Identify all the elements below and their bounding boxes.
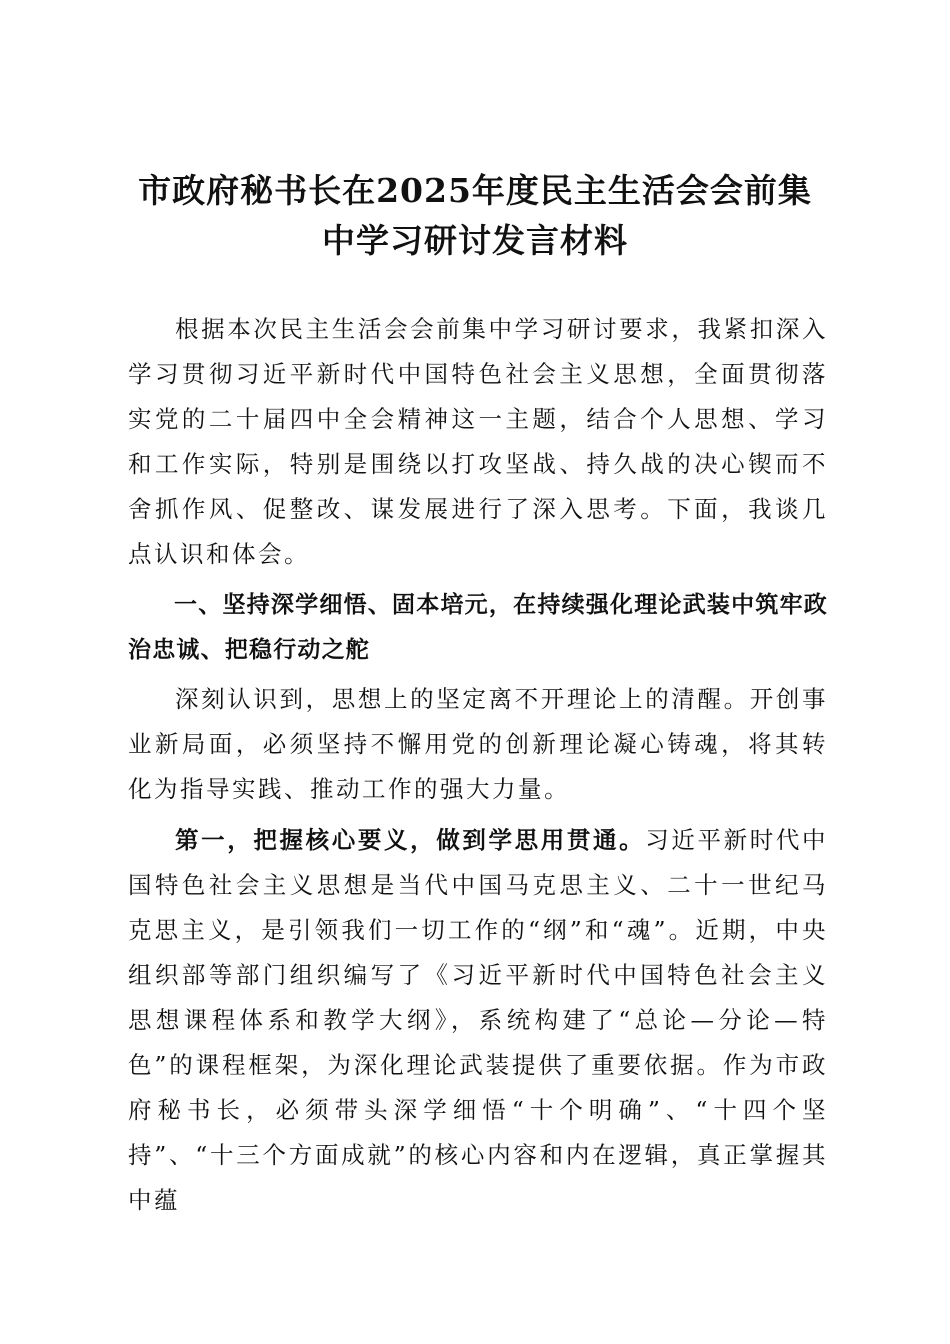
title-line-2: 中学习研讨发言材料: [322, 221, 628, 260]
point-1-lead: 第一，把握核心要义，做到学思用贯通。: [175, 826, 646, 854]
section-1-heading: 一、坚持深学细悟、固本培元，在持续强化理论武装中筑牢政治忠诚、把稳行动之舵: [128, 592, 828, 663]
section-1-paragraph: 深刻认识到，思想上的坚定离不开理论上的清醒。开创事业新局面，必须坚持不懈用党的创新理论凝心铸魂，将其转化为指导实践、推动工作的强大力量。: [128, 685, 828, 803]
point-1-paragraph: [128, 818, 828, 1223]
intro-paragraph: 根据本次民主生活会会前集中学习研讨要求，我紧扣深入学习贯彻习近平新时代中国特色社会主义思想，全面贯彻落实党的二十届四中全会精神这一主题，结合个人思想、学习和工作实际，特别是围绕以打攻坚战、持久战的决心锲而不舍抓作风、促整改、谋发展进行了深入思考。下面，我谈几点认识和体会。: [128, 315, 828, 568]
document-title: [120, 166, 830, 266]
point-1-text: 习近平新时代中国特色社会主义思想是当代中国马克思主义、二十一世纪马克思主义，是引领我们一切工作的“纲”和“魂”。近期，中央组织部等部门组织编写了《习近平新时代中国特色社会主义思想课程体系和教学大纲》，系统构建了“总论—分论—特色”的课程框架，为深化理论武装提供了重要依据。作为市政府秘书长，必须带头深学细悟“十个明确”、“十四个坚持”、“十三个方面成就”的核心内容和内在逻辑，真正掌握其中蕴: [128, 826, 828, 1214]
document-body: [128, 307, 828, 1223]
title-line-1: 市政府秘书长在2025年度民主生活会会前集: [138, 171, 812, 210]
